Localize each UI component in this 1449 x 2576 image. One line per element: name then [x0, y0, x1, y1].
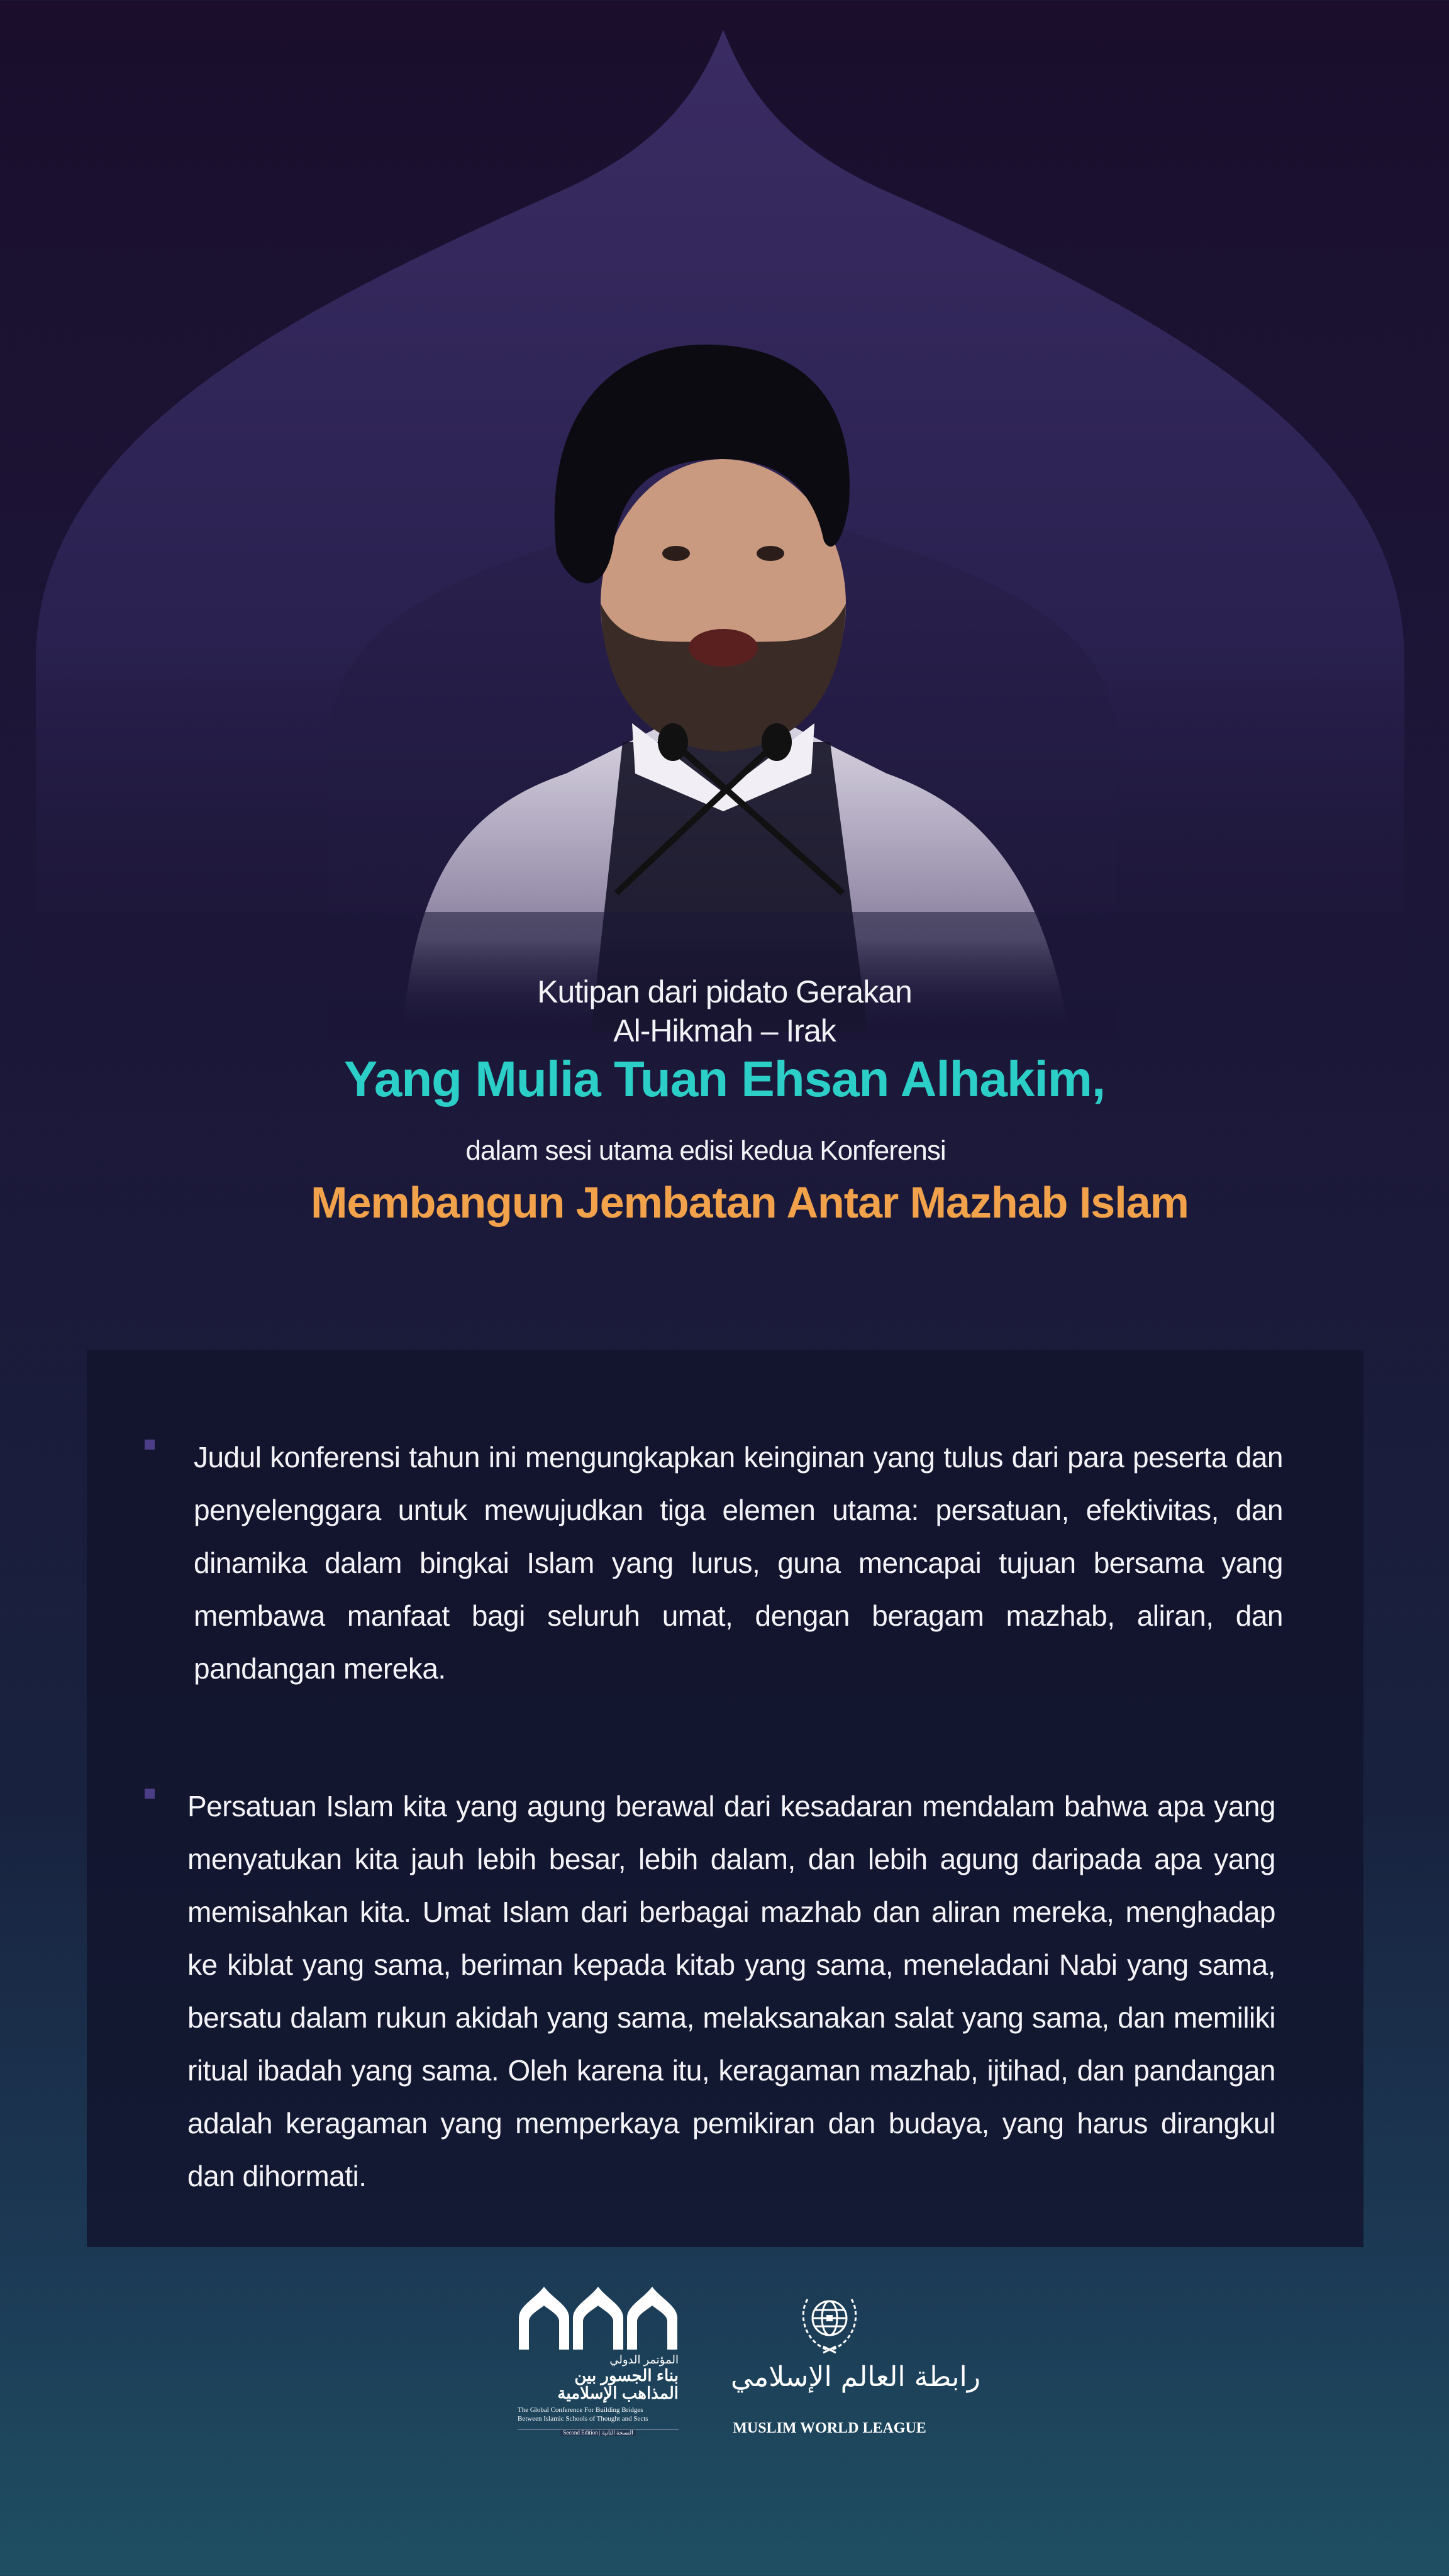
conference-arabic-1: المؤتمر الدولي	[609, 2353, 679, 2366]
conference-arabic-2: بناء الجسور بين	[574, 2366, 679, 2385]
bullet-text-1: Judul konferensi tahun ini mengungkapkan keinginan yang tulus dari para peserta dan penyelenggara untuk mewujudkan tiga elemen utama: persatuan, efektivitas, dan dinamika dalam bingkai Islam yang lurus, guna mencapai tujuan bersama yang membawa manfaat bagi seluruh umat, dengan beragam mazhab, aliran, dan pandangan mereka.	[194, 1441, 1283, 1685]
conference-title: Membangun Jembatan Antar Mazhab Islam	[311, 1178, 1189, 1227]
speaker-name: Yang Mulia Tuan Ehsan Alhakim,	[343, 1051, 1106, 1107]
mwl-logo	[731, 2287, 981, 2450]
bullet-marker	[145, 1789, 155, 1799]
bullet-text-2: Persatuan Islam kita yang agung berawal dari kesadaran mendalam bahwa apa yang menyatukan kita jauh lebih besar, lebih dalam, dan lebih agung daripada apa yang memisahkan kita. Umat Islam dari berbagai mazhab dan aliran mereka, menghadap ke kiblat yang sama, beriman kepada kitab yang sama, meneladani Nabi yang sama, bersatu dalam rukun akidah yang sama, melaksanakan salat yang sama, dan memiliki ritual ibadah yang sama. Oleh karena itu, keragaman mazhab, ijtihad, dan pandangan adalah keragaman yang memperkaya pemikiran dan budaya, yang harus dirangkul dan dihormati.	[187, 1790, 1275, 2192]
globe-wreath-icon	[795, 2287, 864, 2356]
intro-line-1: Kutipan dari pidato Gerakan	[537, 974, 912, 1009]
mwl-arabic-name: رابطة العالم الإسلامي	[731, 2361, 981, 2393]
triple-dome-icon	[519, 2287, 677, 2350]
bullet-marker	[145, 1440, 155, 1450]
conference-logo	[518, 2287, 679, 2450]
conference-arabic-3: المذاهب الإسلامية	[557, 2384, 679, 2402]
header-artwork	[0, 0, 1449, 1069]
session-line: dalam sesi utama edisi kedua Konferensi	[465, 1135, 946, 1166]
conference-english-1: The Global Conference For Building Bridges	[518, 2406, 643, 2414]
conference-english-2: Between Islamic Schools of Thought and Sects	[518, 2415, 648, 2423]
quote-panel	[87, 1350, 1363, 2247]
intro-line-2: Al-Hikmah – Irak	[613, 1013, 836, 1048]
conference-edition: Second Edition | النسخة الثانية	[560, 2429, 635, 2436]
mwl-english-name: MUSLIM WORLD LEAGUE	[733, 2420, 926, 2436]
